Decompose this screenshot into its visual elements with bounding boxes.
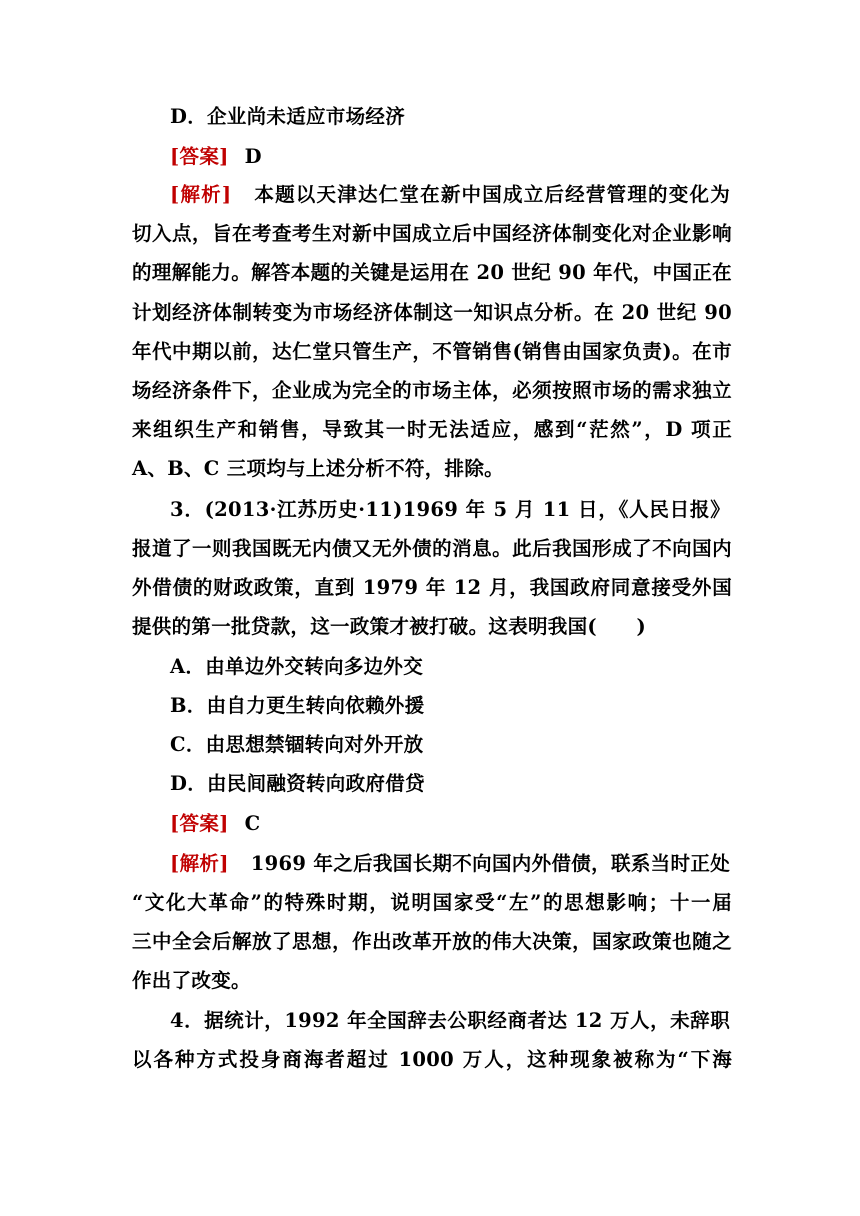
q3-answer: C [244,812,261,835]
q2-analysis-line-2: 切入点，旨在考查考生对新中国成立后中国经济体制变化对企业影响 [132,222,732,245]
q3-stem-line-4: 提供的第一批贷款，这一政策才被打破。这表明我国( ) [132,615,647,638]
q2-answer: D [244,145,262,168]
q3-stem-line-3: 外借债的财政政策，直到 1979 年 12 月，我国政府同意接受外国 [132,576,732,599]
q2-analysis-text: 本题以天津达仁堂在新中国成立后经营管理的变化为 [253,183,730,206]
q4-stem-line-2: 以各种方式投身商海者超过 1000 万人，这种现象被称为“下海 [132,1048,732,1071]
answer-tag: [答案] [170,812,229,835]
q2-analysis-line-8: A、B、C 三项均与上述分析不符，排除。 [132,457,504,480]
q3-option-c: C．由思想禁锢转向对外开放 [170,733,424,756]
q3-analysis-line-2: “文化大革命”的特殊时期，说明国家受“左”的思想影响；十一届 [132,891,732,914]
q2-analysis-line-5: 年代中期以前，达仁堂只管生产，不管销售(销售由国家负责)。在市 [132,340,732,363]
q2-option-d: D．企业尚未适应市场经济 [170,105,406,128]
q3-option-d: D．由民间融资转向政府借贷 [170,772,425,795]
answer-tag: [答案] [170,145,229,168]
q3-option-a: A．由单边外交转向多边外交 [170,655,424,678]
q3-analysis-line-4: 作出了改变。 [132,969,251,992]
q2-analysis-line-7: 来组织生产和销售，导致其一时无法适应，感到“茫然”，D 项正 [132,418,732,441]
q3-analysis-line-3: 三中全会后解放了思想，作出改革开放的伟大决策，国家政策也随之 [132,930,732,953]
analysis-tag: [解析] [170,852,229,875]
q3-answer-line [170,811,730,837]
q2-analysis-line-1 [170,182,730,208]
q4-stem-line-1: 4．据统计，1992 年全国辞去公职经商者达 12 万人，未辞职 [170,1009,730,1032]
analysis-tag: [解析] [170,183,232,206]
q2-analysis-line-6: 场经济条件下，企业成为完全的市场主体，必须按照市场的需求独立 [132,379,732,402]
q3-option-b: B．由自力更生转向依赖外援 [170,694,425,717]
q3-analysis-line-1 [170,851,730,877]
q3-analysis-text: 1969 年之后我国长期不向国内外借债，联系当时正处 [250,852,730,875]
q2-analysis-line-4: 计划经济体制转变为市场经济体制这一知识点分析。在 20 世纪 90 [132,301,732,324]
q3-stem-line-2: 报道了一则我国既无内债又无外债的消息。此后我国形成了不向国内 [132,537,732,560]
q3-stem-line-1: 3．(2013·江苏历史·11)1969 年 5 月 11 日，《人民日报》 [170,498,730,521]
q2-analysis-line-3: 的理解能力。解答本题的关键是运用在 20 世纪 90 年代，中国正在 [132,261,732,284]
q2-answer-line [170,144,730,170]
